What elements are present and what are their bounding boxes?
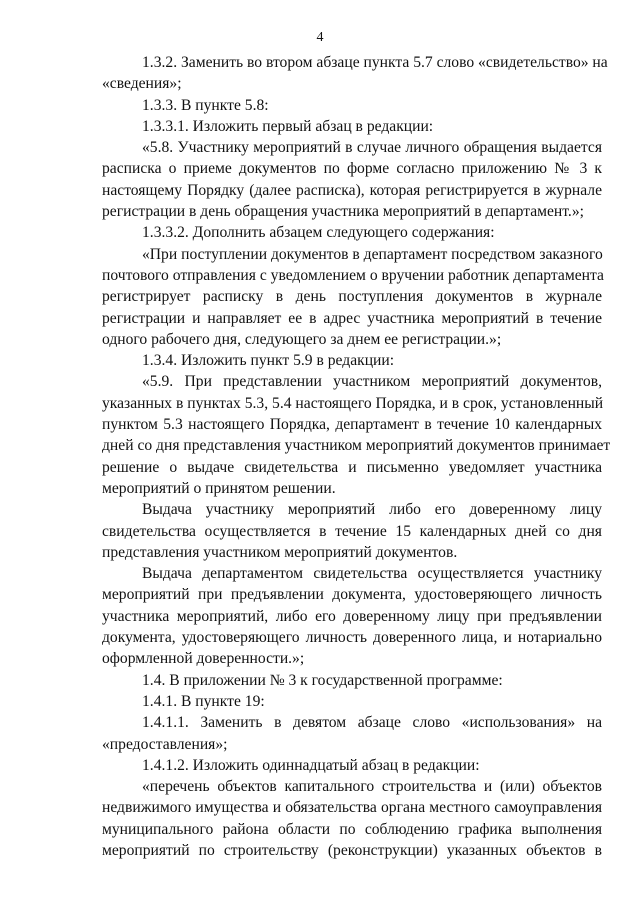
- text-line: Выдача участнику мероприятий либо его доверенному лицу: [142, 501, 602, 519]
- document-body: [102, 52, 611, 861]
- text-line: документа, удостоверяющего личность доверенного лица, и нотариально: [102, 629, 602, 647]
- text-line: 1.4.1.1. Заменить в девятом абзаце слово «использования» на: [142, 714, 602, 732]
- text-line: недвижимого имущества и обязательства органа местного самоуправления: [102, 799, 602, 817]
- text-line: «5.9. При представлении участником мероприятий документов,: [142, 373, 602, 391]
- text-line: представления участником мероприятий документов.: [102, 543, 458, 561]
- text-line: настоящему Порядку (далее расписка), которая регистрируется в журнале: [102, 181, 602, 199]
- text-line: решение о выдаче свидетельства и письменно уведомляет участника: [102, 458, 602, 476]
- text-line: регистрации в день обращения участника мероприятий в департамент.»;: [102, 203, 584, 221]
- text-line: оформленной доверенности.»;: [102, 650, 305, 668]
- text-line: регистрирует расписку в день поступления документов в журнале: [102, 288, 602, 306]
- text-line: 1.3.4. Изложить пункт 5.9 в редакции:: [142, 352, 395, 370]
- text-line: «При поступлении документов в департамент посредством заказного: [142, 245, 603, 263]
- text-line: «5.8. Участнику мероприятий в случае личного обращения выдается: [142, 139, 602, 157]
- text-line: «предоставления»;: [102, 735, 228, 753]
- text-line: Выдача департаментом свидетельства осуществляется участнику: [142, 565, 602, 583]
- text-line: мероприятий при предъявлении документа, удостоверяющего личность: [102, 586, 602, 604]
- text-line: расписка о приеме документов по форме согласно приложению № 3 к: [102, 160, 602, 178]
- text-line: 1.4.1.2. Изложить одиннадцатый абзац в редакции:: [142, 756, 480, 774]
- text-line: 1.3.2. Заменить во втором абзаце пункта 5.7 слово «свидетельство» на: [142, 54, 608, 71]
- text-line: «сведения»;: [102, 75, 182, 93]
- text-line: регистрации и направляет ее в адрес участника мероприятий в течение: [102, 309, 602, 327]
- page-number: 4: [316, 30, 324, 45]
- text-line: 1.3.3.1. Изложить первый абзац в редакции:: [142, 117, 434, 135]
- text-line: почтового отправления с уведомлением о вручении работник департамента: [102, 266, 604, 284]
- text-line: участника мероприятий, либо его доверенному лицу при предъявлении: [102, 607, 602, 625]
- text-line: пунктом 5.3 настоящего Порядка, департамент в течение 10 календарных: [102, 416, 602, 434]
- text-line: одного рабочего дня, следующего за днем ее регистрации.»;: [102, 330, 502, 348]
- text-line: «перечень объектов капитального строительства и (или) объектов: [142, 778, 602, 796]
- text-line: свидетельства осуществляется в течение 15 календарных дней со дня: [102, 522, 602, 540]
- text-line: мероприятий о принятом решении.: [102, 479, 336, 497]
- text-line: дней со дня представления участником мероприятий документов принимает: [102, 437, 611, 455]
- text-line: 1.4. В приложении № 3 к государственной программе:: [142, 671, 503, 689]
- text-line: указанных в пунктах 5.3, 5.4 настоящего Порядка, и в срок, установленный: [102, 394, 604, 412]
- text-line: 1.3.3. В пункте 5.8:: [142, 96, 269, 114]
- text-line: муниципального района области по соблюдению графика выполнения: [102, 820, 602, 838]
- text-line: мероприятий по строительству (реконструкции) указанных объектов в: [102, 841, 602, 859]
- text-line: 1.3.3.2. Дополнить абзацем следующего содержания:: [142, 224, 495, 242]
- text-line: 1.4.1. В пункте 19:: [142, 692, 265, 710]
